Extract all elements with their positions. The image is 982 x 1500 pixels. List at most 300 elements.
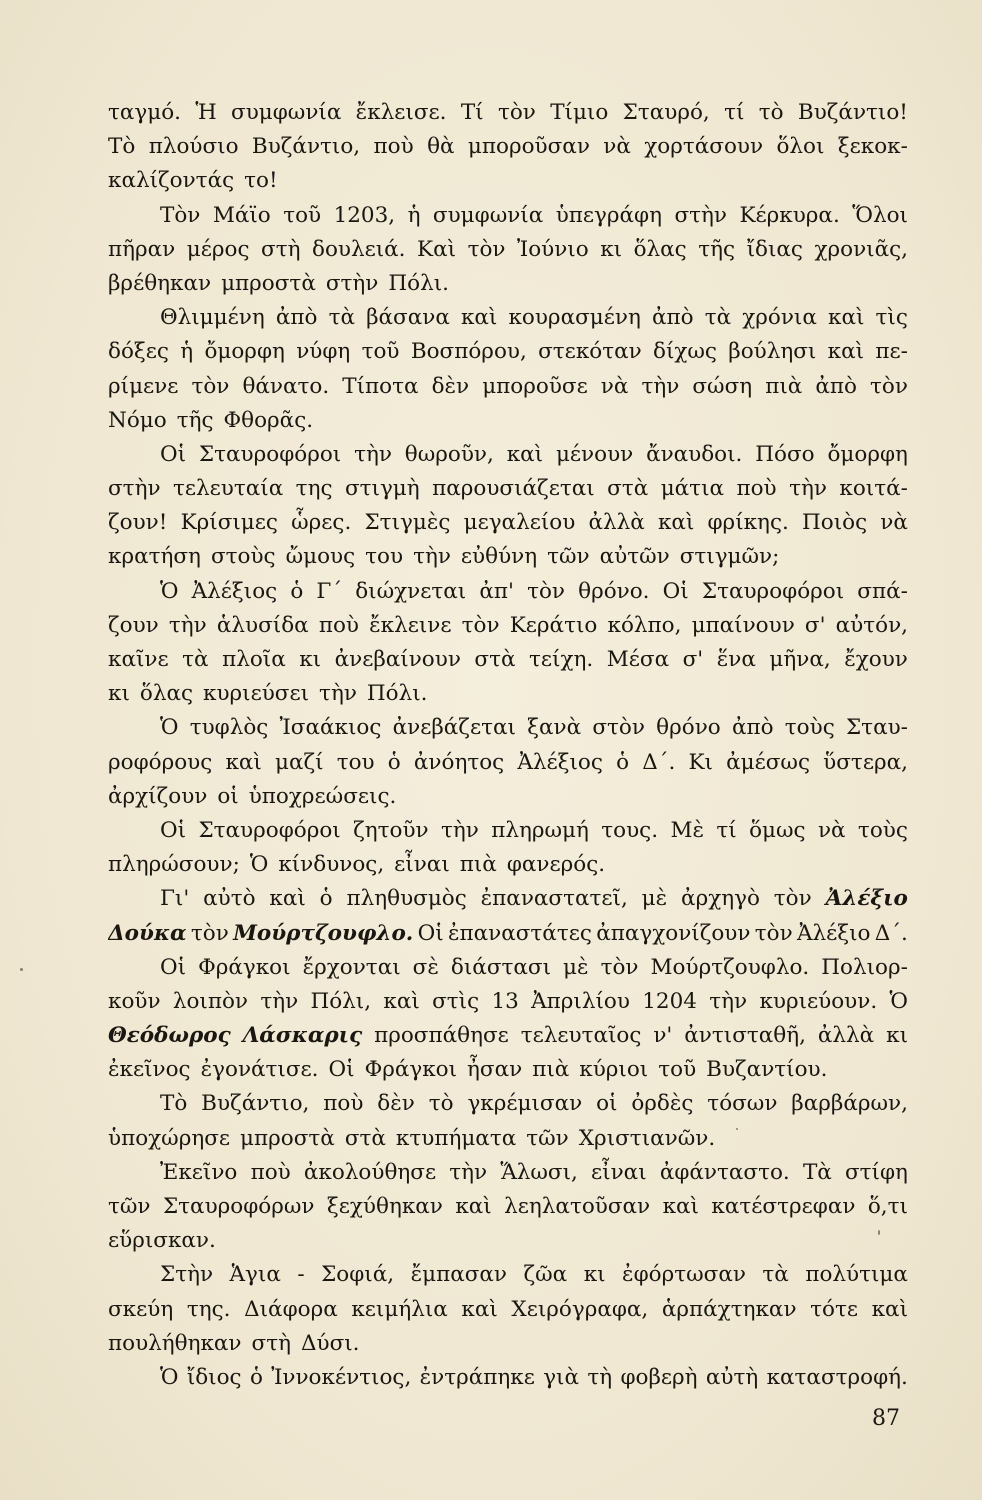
word: χρόνια <box>742 305 817 331</box>
word: γιὰ <box>543 1364 580 1390</box>
text-line <box>108 711 908 745</box>
word: ἐντράπηκε <box>419 1364 535 1390</box>
word: Μάϊο <box>212 202 271 228</box>
word: ἔχουν <box>844 647 908 672</box>
word: τὸν <box>191 373 230 399</box>
word: πληρωμή <box>491 817 589 843</box>
word: ἔμπασαν <box>410 1262 507 1288</box>
word: μένουν <box>555 441 634 467</box>
word: Πόσο <box>755 441 815 467</box>
word: ὕστερα, <box>823 749 908 775</box>
word: Οἱ <box>160 817 187 843</box>
word: τί <box>716 817 737 843</box>
word: ἐπαναστάτες <box>447 920 592 946</box>
word: ζουν! <box>108 510 168 536</box>
word: ἐπαναστατεῖ, <box>480 886 628 912</box>
word: τὴν <box>168 612 207 638</box>
word: τοῦ <box>283 202 322 228</box>
word: τόσων <box>707 1091 778 1117</box>
text-line <box>108 609 908 643</box>
word: πλούσιο <box>148 134 239 160</box>
word: εἶναι <box>394 852 450 878</box>
word: ἄναυδοι. <box>646 441 743 467</box>
word: Σταυροφόροι <box>198 817 341 843</box>
word: ἐγονάτισε. <box>200 1057 319 1083</box>
word: πολύτιμα <box>805 1262 908 1288</box>
word: προσπάθησε <box>374 1023 509 1049</box>
word: τί <box>724 100 745 125</box>
text-line <box>108 1156 908 1190</box>
word: καὶ <box>455 1194 492 1219</box>
word: Μούρτζουφλο. <box>650 954 810 980</box>
text-line <box>108 540 908 574</box>
word: αὐτὴ <box>705 1364 759 1390</box>
text-line <box>108 917 908 951</box>
word: στιγμῶν; <box>679 544 780 570</box>
word: πουλήθηκαν <box>108 1330 242 1356</box>
word: πιὰ <box>765 373 803 399</box>
word: μὲ <box>641 886 668 912</box>
word: τοὺς <box>784 715 835 741</box>
word: καὶ <box>827 339 865 365</box>
text-line <box>108 1293 908 1327</box>
word: τείχη. <box>529 647 594 672</box>
word: αὐτὸ <box>203 886 256 912</box>
word: ἀντισταθῆ, <box>684 1023 806 1049</box>
word: πε- <box>875 339 908 365</box>
word: Οἱ <box>160 441 187 467</box>
text-line <box>108 301 908 335</box>
word: κι <box>108 681 130 707</box>
word: τυφλὸς <box>189 715 269 741</box>
word: σ' <box>804 612 826 638</box>
word: ὑποχρεώσεις. <box>248 783 397 809</box>
word: ὅλας <box>633 236 687 262</box>
text-line <box>108 1053 908 1087</box>
word: κειμήλια <box>351 1296 448 1322</box>
word: Τὰ <box>802 1159 832 1185</box>
word: Φράγκοι <box>364 1057 458 1083</box>
word: Δύσι. <box>300 1330 360 1356</box>
word: ζητοῦν <box>353 817 429 843</box>
word: Μέσα <box>606 647 670 672</box>
text-line <box>108 199 908 233</box>
word: Γ΄ <box>316 578 343 604</box>
word: κίνδυνος, <box>278 852 385 878</box>
word: ὀρδὲς <box>631 1091 694 1117</box>
word: 13 <box>491 988 519 1014</box>
word: ἀπ' <box>479 578 514 604</box>
text-line <box>108 130 908 164</box>
word: Γι' <box>160 886 190 912</box>
word: ἀπὸ <box>275 305 318 331</box>
word: ρίμενε <box>108 373 179 399</box>
text-line <box>108 404 908 438</box>
word: τὸν <box>600 954 639 980</box>
word: νὰ <box>603 134 631 160</box>
word: Οἱ <box>160 954 187 980</box>
text-line <box>108 267 908 301</box>
word: πῆραν <box>108 236 176 262</box>
word: μάτια <box>660 476 725 502</box>
word: διάστασι <box>450 954 552 980</box>
word: τοὺς <box>857 817 908 843</box>
word: Τί <box>460 100 484 125</box>
word: ἔρχονται <box>302 954 401 980</box>
word: Σοφιά, <box>321 1262 395 1288</box>
word: Δ΄. <box>642 749 676 775</box>
text-line <box>108 677 908 711</box>
word: τὴν <box>641 373 680 399</box>
word: πληθυσμὸς <box>346 886 467 912</box>
word: Ἰσαάκιος <box>279 715 382 741</box>
word: τότε <box>810 1296 858 1322</box>
word: πλοῖα <box>222 647 286 672</box>
word: ἀπὸ <box>815 373 857 399</box>
word: βαρβάρων, <box>791 1091 908 1117</box>
word: τὰ <box>762 1262 789 1288</box>
word: κυριεύουν. <box>759 988 878 1014</box>
word: Πόλι. <box>366 681 428 707</box>
word: ἐφόρτωσαν <box>622 1262 746 1288</box>
word: ταγμό. <box>108 100 182 125</box>
word: Κέρκυρα. <box>739 202 840 228</box>
word: τὴν <box>789 476 827 502</box>
word: ροφόρους <box>108 749 213 775</box>
word: ἀρχηγὸ <box>681 886 760 912</box>
word: 1203, <box>333 202 396 228</box>
text-line <box>108 1361 908 1395</box>
word: Χριστιανῶν. <box>578 1125 716 1151</box>
word: ἔκλεισε. <box>355 100 447 125</box>
paper-speck <box>20 968 23 971</box>
word: ἀνεβάζεται <box>392 715 516 741</box>
word: μὲ <box>563 954 589 980</box>
word: 1204 <box>642 988 697 1014</box>
word: τὸ <box>428 1091 454 1117</box>
word: ὁ <box>616 749 630 775</box>
word: κι <box>299 647 322 672</box>
word: χρονιᾶς, <box>814 236 908 262</box>
word: σὲ <box>412 954 439 980</box>
word: καὶ <box>383 988 420 1014</box>
word: τελευταῖος <box>520 1023 642 1049</box>
word: νὰ <box>880 510 908 536</box>
word: ὑποχώρησε <box>108 1125 231 1151</box>
word: τῆς <box>698 236 736 262</box>
word: θὰ <box>427 134 455 160</box>
word: καλίζοντάς <box>108 168 235 194</box>
text-line <box>108 1258 908 1292</box>
word: Χειρόγραφα, <box>511 1296 649 1322</box>
word: κόλπο, <box>607 612 682 638</box>
word: καὶ <box>460 305 498 331</box>
word: στὴ <box>251 1330 291 1356</box>
word: Βοσπόρου, <box>410 339 527 365</box>
text-line <box>108 848 908 882</box>
word: καὶ <box>461 1296 498 1322</box>
word: θωροῦν, <box>404 441 494 467</box>
word: στὴ <box>261 236 301 262</box>
word: ἦσαν <box>467 1057 523 1083</box>
word: της. <box>186 1296 231 1322</box>
word: Μὲ <box>670 817 704 843</box>
word: τους. <box>601 817 659 843</box>
word: ξεκοκ- <box>837 134 908 160</box>
word: στὸν <box>592 715 645 741</box>
word: τὸν <box>461 612 500 638</box>
word: Κρίσιμες <box>180 510 278 536</box>
word: Τίμιο <box>550 100 609 125</box>
word: Σταυρό, <box>622 100 710 125</box>
word: ξεχύθηκαν <box>326 1194 443 1219</box>
word: εἶναι <box>591 1159 647 1185</box>
word: οἱ <box>596 1091 618 1117</box>
word: ἀπὸ <box>731 715 774 741</box>
word: Ὁ <box>160 578 179 604</box>
word: τῶν <box>108 1194 151 1219</box>
word: ἁρπάχτηκαν <box>661 1296 797 1322</box>
word: Ὁ <box>889 988 908 1014</box>
word: καὶ <box>269 886 306 912</box>
word: μέρος <box>186 236 250 262</box>
text-line <box>108 1087 908 1121</box>
word: Λάσκαρις <box>242 1023 363 1049</box>
word: Στιγμὲς <box>364 510 451 536</box>
word: σώση <box>692 373 753 399</box>
word: Ὁ <box>249 852 269 878</box>
word: ὅ,τι <box>867 1194 908 1219</box>
word: ἁλυσίδα <box>216 612 309 638</box>
word: τὴν <box>440 817 479 843</box>
word: συμφωνία <box>231 100 342 125</box>
word: Οἱ <box>417 920 444 946</box>
word: ἕνα <box>716 647 756 672</box>
word: ἔκλεινε <box>369 612 452 638</box>
word: Ἡ <box>195 100 217 125</box>
word: ποὺ <box>736 476 777 502</box>
word: τὴν <box>709 988 748 1014</box>
word: Ἰννοκέντιος, <box>271 1364 412 1390</box>
word: Κι <box>688 749 713 775</box>
word: ἴδιας <box>746 236 803 262</box>
word: στίφη <box>844 1159 908 1185</box>
word: της <box>295 476 333 502</box>
word: Ἰούνιο <box>517 236 589 262</box>
word: μποροῦσε <box>482 373 588 399</box>
page-number: 87 <box>872 1406 900 1431</box>
word: Τίποτα <box>342 373 419 399</box>
text-line <box>108 746 908 780</box>
word: ἀμέσως <box>726 749 811 775</box>
word: ξανὰ <box>527 715 582 741</box>
word: Ἀλέξιο <box>796 920 871 946</box>
word: τῶν <box>526 1125 569 1151</box>
word: στεκόταν <box>538 339 642 365</box>
text-line <box>108 1327 908 1361</box>
word: τὶς <box>875 305 908 331</box>
word: τῆς <box>176 407 214 433</box>
word: ὁ <box>387 749 401 775</box>
word: κουρασμένη <box>508 305 641 331</box>
text-line <box>108 1190 908 1224</box>
word: εὕρισκαν. <box>108 1228 216 1254</box>
word: τῶν <box>547 544 590 570</box>
word: ἀνόητος <box>413 749 505 775</box>
word: Τὸ <box>160 1091 188 1117</box>
word: διώχνεται <box>355 578 467 604</box>
word: χορτάσουν <box>644 134 764 160</box>
word: καὶ <box>225 749 262 775</box>
text-line <box>108 472 908 506</box>
word: μποροῦσαν <box>467 134 590 160</box>
word: στὴν <box>108 476 161 502</box>
word: Τὸν <box>160 202 201 228</box>
word: νὰ <box>817 817 846 843</box>
text-line <box>108 1019 908 1053</box>
text-line <box>108 1122 908 1156</box>
word: στὰ <box>344 1125 386 1151</box>
word: Πόλι, <box>310 988 372 1014</box>
word: πληρώσουν; <box>108 852 240 878</box>
word: κυριεύσει <box>203 681 310 707</box>
word: μπαίνουν <box>691 612 795 638</box>
word: ποὺ <box>250 1159 291 1185</box>
word: ὅλας <box>139 681 194 707</box>
word: αὐτόν, <box>835 612 908 638</box>
word: ζουν <box>108 612 159 638</box>
word: ἴδιος <box>186 1364 242 1390</box>
word: ὁ <box>249 1364 263 1390</box>
word: τὴ <box>587 1364 613 1390</box>
word: στοὺς <box>210 544 276 570</box>
word: τὰ <box>328 305 355 331</box>
word: ὅλοι <box>776 134 825 160</box>
word: Φθορᾶς. <box>223 407 314 433</box>
word: ν' <box>653 1023 673 1049</box>
text-line <box>108 882 908 916</box>
word: ποὺ <box>373 134 414 160</box>
word: βρέθηκαν <box>108 270 212 296</box>
word: ὑπεγράφη <box>555 202 662 228</box>
word: τὸν <box>870 373 908 399</box>
word: Σταυροφόρων <box>162 1194 315 1219</box>
word: Ἁγια <box>229 1262 281 1288</box>
word: ἐκεῖνος <box>108 1057 191 1083</box>
word: ἀπαγχονίζουν <box>596 920 751 946</box>
word: κτυπήματα <box>395 1125 517 1151</box>
text-line <box>108 506 908 540</box>
word: μαζί <box>274 749 324 775</box>
word: ὅμως <box>749 817 806 843</box>
word: Δ΄. <box>874 920 908 946</box>
text-line <box>108 780 908 814</box>
word: Ἐκεῖνο <box>160 1159 238 1185</box>
word: ἀφάνταστο. <box>659 1159 790 1185</box>
word: τὸν <box>497 100 536 125</box>
word: κρατήση <box>108 544 201 570</box>
word: Στὴν <box>160 1262 214 1288</box>
word: συμφωνία <box>432 202 544 228</box>
word: κοιτά- <box>839 476 908 502</box>
word: μπροστὰ <box>221 270 316 296</box>
word: ἀλλὰ <box>588 510 645 536</box>
word: δουλειά. <box>312 236 406 262</box>
word: Φράγκοι <box>198 954 291 980</box>
word: Βυζαντίου. <box>706 1057 828 1083</box>
word: νύφη <box>296 339 351 365</box>
word: ἀλλὰ <box>817 1023 875 1049</box>
word: ζῶα <box>523 1262 568 1288</box>
word: τὸ <box>758 100 784 125</box>
word: ὄμορφη <box>204 339 285 365</box>
word: δὲν <box>377 1091 415 1117</box>
text-line <box>108 335 908 369</box>
word: του <box>365 544 404 570</box>
text-line <box>108 164 908 198</box>
word: κι <box>600 236 623 262</box>
paper-speck <box>736 1128 738 1130</box>
word: κι <box>886 1023 908 1049</box>
word: Ὅλοι <box>852 202 908 228</box>
word: Τὸ <box>108 134 136 160</box>
word: Μούρτζουφλο. <box>233 920 414 946</box>
word: τὸν <box>773 886 812 912</box>
word: καταστροφή. <box>766 1364 908 1390</box>
word: βάσανα <box>366 305 450 331</box>
word: καὶ <box>657 510 695 536</box>
word: κύριοι <box>579 1057 649 1083</box>
word: ὁ <box>290 578 304 604</box>
word: σπά- <box>857 578 908 604</box>
word: Ἀλέξιος <box>191 578 278 604</box>
word: καὶ <box>871 1296 908 1322</box>
word: Βυζάντιο, <box>201 1091 310 1117</box>
word: Οἱ <box>328 1057 355 1083</box>
word: κι <box>583 1262 606 1288</box>
word: θάνατο. <box>242 373 330 399</box>
word: Ἀλέξιο <box>825 886 908 912</box>
word: Ἀπριλίου <box>531 988 630 1014</box>
word: ἀρχίζουν <box>108 783 208 809</box>
word: οἱ <box>217 783 239 809</box>
word: τὸν <box>527 578 565 604</box>
word: Σταυροφόροι <box>198 441 342 467</box>
word: καὶ <box>506 441 544 467</box>
word: Πολιορ- <box>821 954 908 980</box>
text-line <box>108 951 908 985</box>
word: τὴν <box>260 988 299 1014</box>
text-line <box>108 370 908 404</box>
word: ποὺ <box>323 1091 364 1117</box>
word: φρίκης. <box>707 510 789 536</box>
word: Θεόδωρος <box>108 1023 231 1049</box>
word: νὰ <box>600 373 629 399</box>
word: Βυζάντιο, <box>251 134 361 160</box>
word: σ' <box>682 647 704 672</box>
word: τὰ <box>182 647 209 672</box>
paper-speck <box>878 1230 880 1235</box>
word: τελευταία <box>172 476 284 502</box>
word: τοῦ <box>361 339 400 365</box>
word: τὸν <box>190 920 229 946</box>
word: τὸν <box>754 920 793 946</box>
word: - <box>297 1262 305 1288</box>
word: ὄμορφη <box>827 441 908 467</box>
word: Καὶ <box>417 236 457 262</box>
word: τοῦ <box>658 1057 697 1083</box>
word: πιὰ <box>532 1057 570 1083</box>
